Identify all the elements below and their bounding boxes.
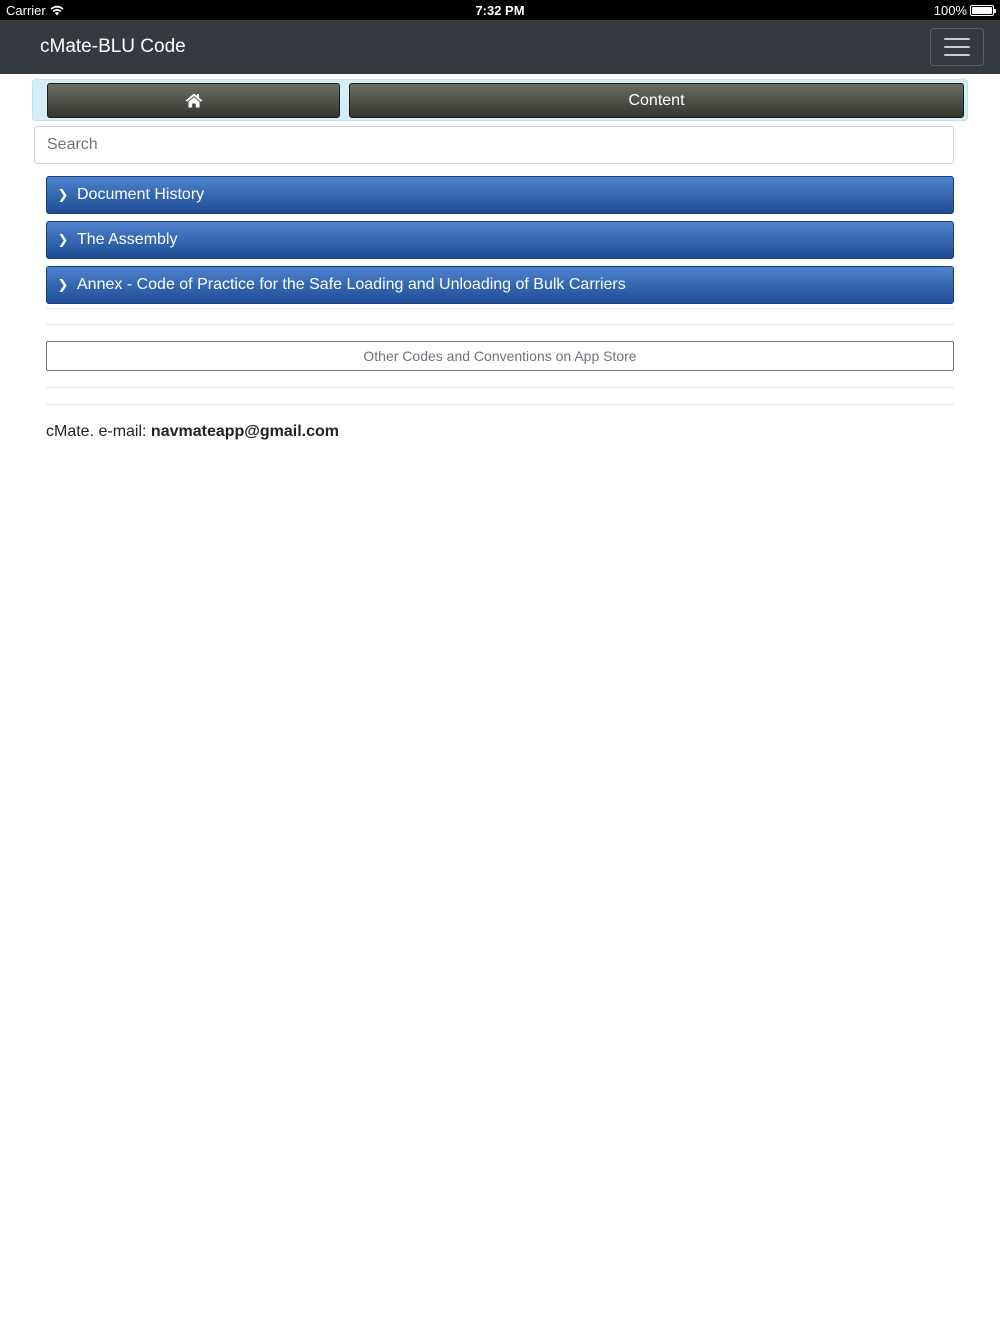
status-time: 7:32 PM: [475, 3, 525, 18]
home-icon: [185, 93, 203, 108]
accordion-item-document-history[interactable]: [46, 176, 954, 214]
accordion-item-label: Document History: [77, 186, 205, 203]
footer-email[interactable]: navmateapp@gmail.com: [150, 423, 340, 440]
divider: [46, 324, 954, 325]
chevron-right-icon: ❯: [57, 187, 69, 202]
search-input[interactable]: [34, 126, 954, 164]
accordion-item-annex[interactable]: [46, 266, 954, 304]
accordion-item-label: Annex - Code of Practice for the Safe Loading and Unloading of Bulk Carriers: [77, 276, 626, 293]
battery-icon: [970, 5, 994, 16]
navbar: [0, 20, 1000, 74]
accordion-item-the-assembly[interactable]: [46, 221, 954, 259]
home-button[interactable]: [47, 83, 340, 118]
accordion-item-label: The Assembly: [77, 231, 178, 248]
chevron-right-icon: ❯: [57, 277, 69, 292]
divider: [46, 387, 954, 388]
content-button[interactable]: Content: [349, 83, 964, 118]
footer-prefix: cMate. e-mail:: [46, 423, 151, 440]
divider: [46, 404, 954, 405]
app-store-button[interactable]: Other Codes and Conventions on App Store: [46, 341, 954, 371]
hamburger-icon[interactable]: [930, 28, 984, 66]
divider: [46, 308, 954, 309]
toolbar: [32, 79, 968, 121]
chevron-right-icon: ❯: [57, 232, 69, 247]
carrier-label: Carrier: [6, 3, 46, 18]
status-bar: [0, 0, 1000, 20]
battery-status: [934, 3, 994, 18]
app-title[interactable]: cMate-BLU Code: [40, 36, 186, 57]
battery-percent: 100%: [933, 3, 967, 18]
footer-contact: [46, 423, 339, 441]
